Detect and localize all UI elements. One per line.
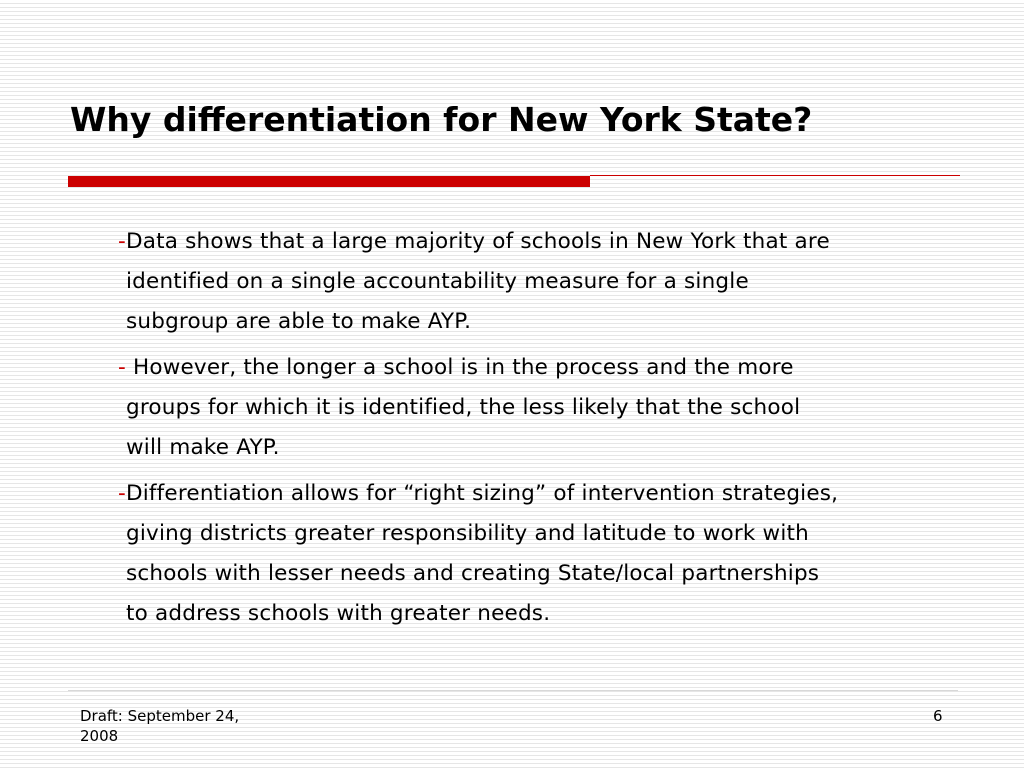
footer-divider	[68, 690, 958, 691]
bullet-dash: -	[118, 229, 126, 254]
paragraph-line: will make AYP.	[126, 435, 280, 460]
paragraph-line: identified on a single accountability measure for a single	[126, 269, 749, 294]
bullet-dash: -	[118, 481, 126, 506]
paragraph-line: - However, the longer a school is in the process and the more	[118, 355, 794, 380]
paragraph-line: giving districts greater responsibility and latitude to work with	[126, 521, 809, 546]
paragraph-line: subgroup are able to make AYP.	[126, 309, 472, 334]
bullet-dash: -	[118, 355, 133, 380]
paragraph-line: -Differentiation allows for “right sizing” of intervention strategies,	[118, 481, 839, 506]
slide-body	[118, 222, 986, 640]
footer-date: Draft: September 24, 2008	[80, 707, 240, 745]
slide-title: Why differentiation for New York State?	[70, 100, 813, 139]
title-underline-thick	[68, 176, 590, 187]
page-number: 6	[933, 707, 943, 725]
paragraph-line: -Data shows that a large majority of schools in New York that are	[118, 229, 830, 254]
paragraph-line: groups for which it is identified, the less likely that the school	[126, 395, 801, 420]
title-underline-thin	[590, 175, 960, 176]
paragraph-line: to address schools with greater needs.	[126, 601, 551, 626]
bullet-paragraph-1	[118, 222, 986, 342]
bullet-paragraph-2	[118, 348, 986, 468]
paragraph-line: schools with lesser needs and creating State/local partnerships	[126, 561, 820, 586]
bullet-paragraph-3	[118, 474, 986, 634]
